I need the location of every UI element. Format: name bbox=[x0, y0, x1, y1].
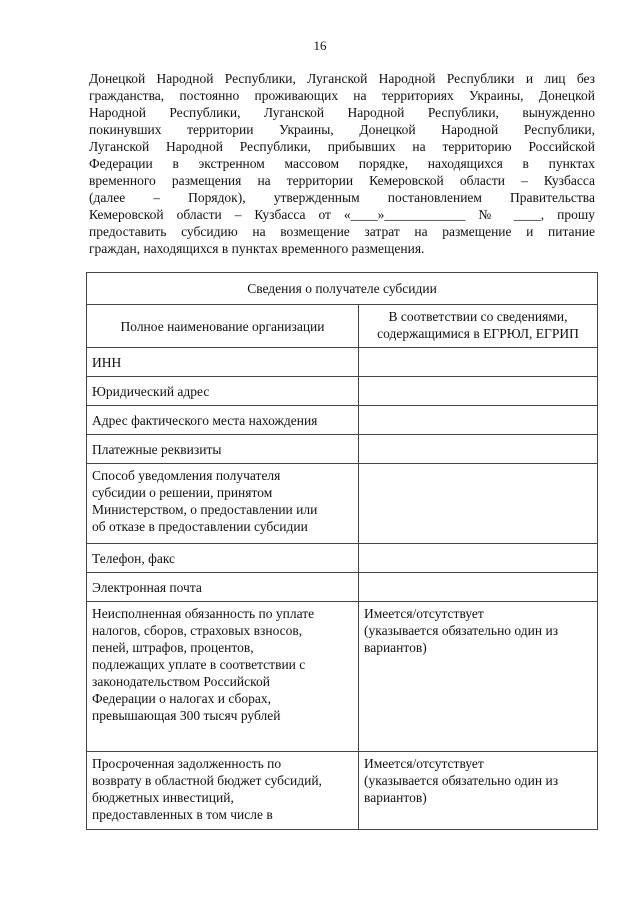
paragraph-line: предоставить субсидию на возмещение затрат на размещение и питание bbox=[89, 224, 595, 239]
row-label: Электронная почта bbox=[87, 573, 359, 602]
paragraph-line: граждан, находящихся в пунктах временного размещения. bbox=[89, 241, 425, 256]
row-value: Имеется/отсутствует (указывается обязательно один из вариантов) bbox=[359, 602, 598, 752]
table-row bbox=[87, 602, 598, 752]
paragraph-line: Донецкой Народной Республики, Луганской Народной Республики и лиц без bbox=[89, 71, 595, 86]
table-row bbox=[87, 406, 598, 435]
table-title: Сведения о получателе субсидии bbox=[87, 273, 598, 305]
table-row bbox=[87, 573, 598, 602]
recipient-info-table bbox=[86, 272, 598, 830]
table-row bbox=[87, 377, 598, 406]
row-label: Адрес фактического места нахождения bbox=[87, 406, 359, 435]
paragraph-line: (далее – Порядок), утвержденным постановлением Правительства bbox=[89, 190, 595, 205]
header-egrul-egrip: В соответствии со сведениями, содержащимися в ЕГРЮЛ, ЕГРИП bbox=[359, 305, 598, 348]
table-row bbox=[87, 544, 598, 573]
paragraph-line: Федерации в экстренном массовом порядке, находящихся в пунктах bbox=[89, 156, 595, 171]
row-value bbox=[359, 435, 598, 464]
paragraph-line: Луганской Народной Республики, прибывших на территорию Российской bbox=[89, 139, 595, 154]
table-row bbox=[87, 348, 598, 377]
table-row bbox=[87, 435, 598, 464]
row-value bbox=[359, 406, 598, 435]
page-number: 16 bbox=[313, 38, 327, 53]
row-label: Просроченная задолженность по возврату в областной бюджет субсидий, бюджетных инвестиций, предоставленных в том числе в bbox=[87, 752, 359, 830]
paragraph-line: гражданства, постоянно проживающих на территориях Украины, Донецкой bbox=[89, 88, 595, 103]
row-label: Неисполненная обязанность по уплате налогов, сборов, страховых взносов, пеней, штрафов, процентов, подлежащих уплате в соответствии с законодательством Российской Федерации о налогах и сборах, превышающая 300 тысяч рублей bbox=[87, 602, 359, 752]
header-organization-name: Полное наименование организации bbox=[87, 305, 359, 348]
row-label: Телефон, факс bbox=[87, 544, 359, 573]
row-value bbox=[359, 377, 598, 406]
paragraph-line: Кемеровской области – Кузбасса от «____»____________ № ____, прошу bbox=[89, 207, 595, 222]
row-value bbox=[359, 573, 598, 602]
table-row bbox=[87, 464, 598, 544]
row-value bbox=[359, 464, 598, 544]
row-label: Юридический адрес bbox=[87, 377, 359, 406]
table-row bbox=[87, 752, 598, 830]
row-label: ИНН bbox=[87, 348, 359, 377]
row-value: Имеется/отсутствует (указывается обязательно один из вариантов) bbox=[359, 752, 598, 830]
paragraph-line: временного размещения на территории Кемеровской области – Кузбасса bbox=[89, 173, 595, 188]
row-value bbox=[359, 544, 598, 573]
row-label: Способ уведомления получателя субсидии о решении, принятом Министерством, о предоставлении или об отказе в предоставлении субсидии bbox=[87, 464, 359, 544]
row-label: Платежные реквизиты bbox=[87, 435, 359, 464]
row-value bbox=[359, 348, 598, 377]
paragraph-line: покинувших территории Украины, Донецкой Народной Республики, bbox=[89, 122, 595, 137]
paragraph-line: Народной Республики, Луганской Народной Республики, вынужденно bbox=[89, 105, 595, 120]
